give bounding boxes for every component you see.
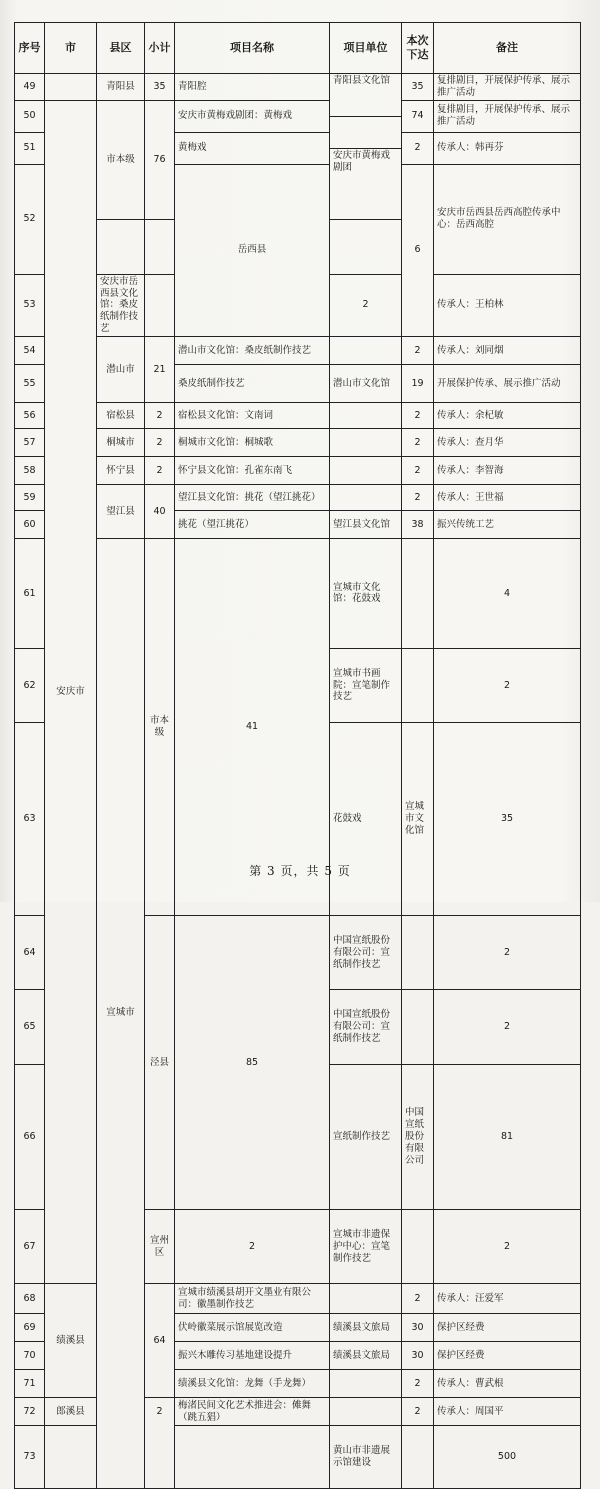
unit-cell-empty bbox=[330, 1370, 402, 1398]
seq-cell: 72 bbox=[15, 1398, 45, 1426]
unit-cell-empty bbox=[402, 990, 434, 1064]
seq-cell: 63 bbox=[15, 723, 45, 916]
note-cell: 传承人：刘同烟 bbox=[434, 337, 581, 365]
project-cell: 中国宣纸股份有限公司：宣纸制作技艺 bbox=[330, 990, 402, 1064]
issued-cell: 2 bbox=[402, 485, 434, 511]
city-cell-empty bbox=[45, 74, 97, 101]
unit-cell-empty bbox=[330, 429, 402, 457]
unit-cell-empty bbox=[402, 1210, 434, 1284]
issued-cell: 2 bbox=[402, 1284, 434, 1314]
subtotal-cell: 2 bbox=[145, 403, 175, 429]
issued-cell: 500 bbox=[434, 1426, 581, 1488]
note-cell: 传承人：查月华 bbox=[434, 429, 581, 457]
seq-cell: 50 bbox=[15, 100, 45, 132]
county-cell: 望江县 bbox=[97, 485, 145, 539]
seq-cell: 57 bbox=[15, 429, 45, 457]
county-cell: 岳西县 bbox=[175, 164, 330, 336]
header-city: 市 bbox=[45, 23, 97, 74]
seq-cell: 62 bbox=[15, 648, 45, 722]
table-row bbox=[15, 100, 581, 116]
unit-cell-empty bbox=[330, 403, 402, 429]
county-cell: 市本级 bbox=[97, 100, 145, 219]
project-cell: 宣城市非遗保护中心：宣笔制作技艺 bbox=[330, 1210, 402, 1284]
issued-cell: 2 bbox=[402, 1398, 434, 1426]
seq-cell: 71 bbox=[15, 1370, 45, 1398]
issued-cell: 2 bbox=[434, 916, 581, 990]
seq-cell: 54 bbox=[15, 337, 45, 365]
issued-cell: 2 bbox=[402, 132, 434, 164]
county-cell: 宿松县 bbox=[97, 403, 145, 429]
county-cell: 潜山市 bbox=[97, 337, 145, 403]
unit-cell: 宣城市文化馆 bbox=[402, 723, 434, 916]
county-cell: 宣州区 bbox=[145, 1210, 175, 1284]
project-cell: 怀宁县文化馆：孔雀东南飞 bbox=[175, 457, 330, 485]
county-cell: 绩溪县 bbox=[45, 1284, 97, 1398]
unit-cell: 绩溪县文旅局 bbox=[330, 1314, 402, 1342]
city-cell: 安庆市 bbox=[45, 100, 97, 1284]
project-cell: 宣城市文化馆：花鼓戏 bbox=[330, 539, 402, 649]
project-cell: 黄梅戏 bbox=[175, 132, 330, 164]
issued-cell: 2 bbox=[402, 337, 434, 365]
note-cell: 保护区经费 bbox=[434, 1342, 581, 1370]
note-cell: 传承人：周国平 bbox=[434, 1398, 581, 1426]
note-cell: 传承人：汪爱军 bbox=[434, 1284, 581, 1314]
seq-cell: 55 bbox=[15, 365, 45, 403]
note-cell: 复排剧目，开展保护传承、展示推广活动 bbox=[434, 74, 581, 101]
funding-table bbox=[14, 22, 581, 1489]
note-cell: 复排剧目，开展保护传承、展示推广活动 bbox=[434, 100, 581, 132]
subtotal-cell: 35 bbox=[145, 74, 175, 101]
project-cell: 梅渚民间文化艺术推进会：傩舞（跳五猖） bbox=[175, 1398, 330, 1426]
project-cell: 挑花（望江挑花） bbox=[175, 511, 330, 539]
project-cell: 振兴木雕传习基地建设提升 bbox=[175, 1342, 330, 1370]
issued-cell: 2 bbox=[434, 648, 581, 722]
note-cell: 传承人：余杞敏 bbox=[434, 403, 581, 429]
project-cell: 青阳腔 bbox=[175, 74, 330, 101]
project-cell: 桑皮纸制作技艺 bbox=[175, 365, 330, 403]
seq-cell: 56 bbox=[15, 403, 45, 429]
header-issued: 本次下达 bbox=[402, 23, 434, 74]
project-cell: 宣城市书画院：宣笔制作技艺 bbox=[330, 648, 402, 722]
issued-cell: 4 bbox=[434, 539, 581, 649]
subtotal-cell: 2 bbox=[175, 1210, 330, 1284]
project-cell: 花鼓戏 bbox=[330, 723, 402, 916]
note-cell: 传承人：王柏林 bbox=[434, 274, 581, 336]
project-cell: 绩溪县文化馆：龙舞（手龙舞） bbox=[175, 1370, 330, 1398]
note-cell: 振兴传统工艺 bbox=[434, 511, 581, 539]
county-cell: 怀宁县 bbox=[97, 457, 145, 485]
issued-cell: 2 bbox=[402, 403, 434, 429]
seq-cell: 59 bbox=[15, 485, 45, 511]
unit-cell-empty bbox=[330, 116, 402, 148]
subtotal-cell: 2 bbox=[145, 429, 175, 457]
project-cell: 宣城市绩溪县胡开文墨业有限公司：徽墨制作技艺 bbox=[175, 1284, 330, 1314]
seq-cell: 49 bbox=[15, 74, 45, 101]
subtotal-cell: 64 bbox=[145, 1284, 175, 1398]
unit-cell: 绩溪县文旅局 bbox=[330, 1342, 402, 1370]
header-row bbox=[15, 23, 581, 74]
subtotal-cell: 6 bbox=[402, 164, 434, 336]
note-cell: 传承人：韩再芬 bbox=[434, 132, 581, 164]
unit-cell: 潜山市文化馆 bbox=[330, 365, 402, 403]
seq-cell: 58 bbox=[15, 457, 45, 485]
project-cell: 望江县文化馆：挑花（望江挑花） bbox=[175, 485, 330, 511]
issued-cell: 2 bbox=[402, 1370, 434, 1398]
unit-cell-empty bbox=[402, 916, 434, 990]
seq-cell: 73 bbox=[15, 1426, 45, 1488]
project-cell: 宣纸制作技艺 bbox=[330, 1064, 402, 1210]
issued-cell: 81 bbox=[434, 1064, 581, 1210]
table-row bbox=[15, 337, 581, 365]
county-cell: 郎溪县 bbox=[45, 1398, 97, 1426]
project-cell: 黄山市非遗展示馆建设 bbox=[330, 1426, 402, 1488]
issued-cell: 2 bbox=[330, 274, 402, 336]
header-seq: 序号 bbox=[15, 23, 45, 74]
subtotal-cell: 76 bbox=[145, 100, 175, 219]
subtotal-cell: 21 bbox=[145, 337, 175, 403]
unit-cell-empty bbox=[402, 648, 434, 722]
table-row bbox=[15, 457, 581, 485]
issued-cell: 2 bbox=[402, 457, 434, 485]
unit-cell-empty bbox=[402, 539, 434, 649]
seq-cell: 61 bbox=[15, 539, 45, 649]
project-cell: 中国宣纸股份有限公司：宣纸制作技艺 bbox=[330, 916, 402, 990]
note-cell: 传承人：王世福 bbox=[434, 485, 581, 511]
city-cell-empty bbox=[45, 1426, 97, 1488]
unit-cell-empty bbox=[330, 337, 402, 365]
seq-cell: 51 bbox=[15, 132, 45, 164]
note-cell: 传承人：李智海 bbox=[434, 457, 581, 485]
county-cell-empty bbox=[175, 1426, 330, 1488]
header-unit: 项目单位 bbox=[330, 23, 402, 74]
county-cell: 青阳县 bbox=[97, 74, 145, 101]
seq-cell: 60 bbox=[15, 511, 45, 539]
table-row bbox=[15, 539, 581, 649]
page-footer: 第 3 页，共 5 页 bbox=[249, 864, 351, 878]
unit-cell-empty bbox=[97, 219, 145, 274]
issued-cell: 35 bbox=[434, 723, 581, 916]
header-project: 项目名称 bbox=[175, 23, 330, 74]
unit-cell-empty bbox=[330, 485, 402, 511]
note-cell: 保护区经费 bbox=[434, 1314, 581, 1342]
table-row bbox=[15, 74, 581, 101]
county-cell: 桐城市 bbox=[97, 429, 145, 457]
issued-cell: 2 bbox=[402, 429, 434, 457]
note-cell: 开展保护传承、展示推广活动 bbox=[434, 365, 581, 403]
issued-cell: 30 bbox=[402, 1314, 434, 1342]
table-row bbox=[15, 485, 581, 511]
unit-cell: 青阳县文化馆 bbox=[330, 74, 402, 117]
project-cell: 桐城市文化馆：桐城歌 bbox=[175, 429, 330, 457]
seq-cell: 70 bbox=[15, 1342, 45, 1370]
issued-cell: 38 bbox=[402, 511, 434, 539]
header-county: 县区 bbox=[97, 23, 145, 74]
subtotal-cell: 85 bbox=[175, 916, 330, 1210]
project-cell: 安庆市岳西县文化馆：桑皮纸制作技艺 bbox=[97, 274, 145, 336]
note-cell: 传承人：曹武根 bbox=[434, 1370, 581, 1398]
unit-cell-empty bbox=[330, 1398, 402, 1426]
issued-cell: 19 bbox=[402, 365, 434, 403]
unit-cell: 安庆市黄梅戏剧团 bbox=[330, 148, 402, 219]
unit-cell-empty bbox=[402, 1426, 434, 1488]
unit-cell: 中国宣纸股份有限公司 bbox=[402, 1064, 434, 1210]
project-cell: 伏岭徽菜展示馆展览改造 bbox=[175, 1314, 330, 1342]
seq-cell: 52 bbox=[15, 164, 45, 274]
seq-cell: 53 bbox=[15, 274, 45, 336]
project-cell: 安庆市黄梅戏剧团：黄梅戏 bbox=[175, 100, 330, 132]
unit-cell-empty bbox=[145, 274, 175, 336]
unit-cell-empty bbox=[330, 1284, 402, 1314]
seq-cell: 66 bbox=[15, 1064, 45, 1210]
project-cell: 安庆市岳西县岳西高腔传承中心：岳西高腔 bbox=[434, 164, 581, 274]
subtotal-cell: 2 bbox=[145, 1398, 175, 1488]
issued-cell: 35 bbox=[402, 74, 434, 101]
issued-cell: 2 bbox=[434, 1210, 581, 1284]
seq-cell: 68 bbox=[15, 1284, 45, 1314]
seq-cell: 67 bbox=[15, 1210, 45, 1284]
seq-cell: 69 bbox=[15, 1314, 45, 1342]
table-row bbox=[15, 429, 581, 457]
subtotal-cell: 41 bbox=[175, 539, 330, 916]
unit-cell: 望江县文化馆 bbox=[330, 511, 402, 539]
header-note: 备注 bbox=[434, 23, 581, 74]
table-row bbox=[15, 403, 581, 429]
county-cell: 泾县 bbox=[145, 916, 175, 1210]
subtotal-cell: 2 bbox=[145, 457, 175, 485]
issued-cell: 30 bbox=[402, 1342, 434, 1370]
project-cell: 宿松县文化馆：文南词 bbox=[175, 403, 330, 429]
unit-cell-empty bbox=[330, 457, 402, 485]
header-subtotal: 小计 bbox=[145, 23, 175, 74]
subtotal-cell: 40 bbox=[145, 485, 175, 539]
county-cell: 市本级 bbox=[145, 539, 175, 916]
seq-cell: 64 bbox=[15, 916, 45, 990]
seq-cell: 65 bbox=[15, 990, 45, 1064]
issued-cell: 2 bbox=[434, 990, 581, 1064]
city-cell: 宣城市 bbox=[97, 539, 145, 1489]
project-cell: 潜山市文化馆：桑皮纸制作技艺 bbox=[175, 337, 330, 365]
issued-cell: 74 bbox=[402, 100, 434, 132]
